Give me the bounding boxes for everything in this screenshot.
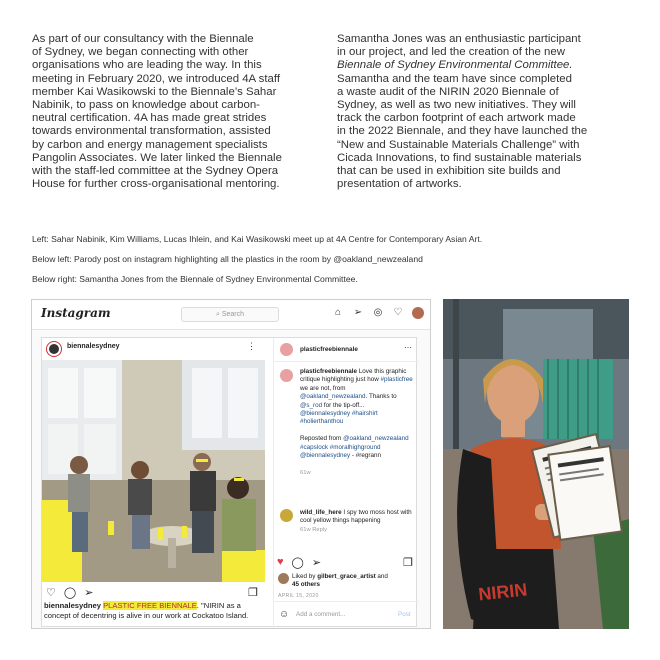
meeting-photo-illustration [42,360,265,582]
post-actions [46,586,93,599]
text-line: in the 2022 Biennale, and they have launched the [337,125,588,138]
text-line: House for further cross-organisational mentoring. [32,178,280,191]
likes-text: Liked by [292,573,316,580]
explore-icon[interactable]: ◎ [373,307,383,318]
comment-text: Love this graphic critique highlighting just how [300,368,407,384]
comment-text: - #regrann [351,452,381,460]
comment-meta: 61w [300,469,311,476]
text-line: Pangolin Associates. We later linked the Biennale [32,151,282,164]
text-line: As part of our consultancy with the Biennale [32,33,254,45]
likes-text: and [377,573,388,580]
text-line: presentation of artworks. [337,178,462,191]
instagram-top-bar [32,300,431,330]
mention-link[interactable]: @biennalesydney [300,452,351,460]
comment [300,368,414,477]
hashtag-link[interactable]: #moralhighground [329,443,381,451]
add-comment-row [274,601,419,627]
share-icon[interactable]: ➢ [84,587,94,599]
avatar[interactable] [280,369,293,382]
bookmark-icon[interactable]: ❐ [248,587,258,599]
text-line: Sydney, as well as two new initiatives. They will [337,99,576,112]
text-line: meeting in February 2020, we introduced 4A staff [32,72,281,85]
comment-text: I spy two moss host with cool yellow things happening [300,509,412,525]
hashtag-link[interactable]: #holierthanthou [300,418,344,426]
avatar[interactable] [47,342,61,356]
comment-text: for the tip-off... [323,401,365,409]
liked-heart-icon[interactable]: ♥ [277,556,284,568]
instagram-post [41,337,417,627]
more-options-icon[interactable]: ⋮ [247,341,256,351]
comment-text: . Thanks to [365,393,397,401]
text-line: Cicada Innovations, to find sustainable materials [337,151,582,164]
hashtag-link[interactable]: #hairshirt [351,410,378,418]
hashtag-link[interactable]: #plasticfree [380,376,413,384]
comments-header [274,338,419,362]
comment-icon[interactable]: ◯ [63,587,77,599]
committee-name-line: Biennale of Sydney Environmental Committee. [337,59,573,72]
direct-message-icon[interactable]: ➢ [353,307,363,318]
avatar [278,573,289,584]
top-nav [332,307,424,319]
hashtag-link[interactable]: #capslock [300,443,329,451]
caption-left: Left: Sahar Nabinik, Kim Williams, Lucas Ihlein, and Kai Wasikowski meet up at 4A Centre for Contemporary Asian Art. [32,234,483,244]
photo-captions [32,233,632,293]
more-options-icon[interactable]: ⋯ [404,343,412,352]
mention-link[interactable]: @oakland_newzealand [343,435,409,443]
meeting-photo [42,360,265,582]
text-line: “New and Sustainable Materials Challenge” with [337,138,580,151]
samantha-photo [443,299,629,629]
comment-input[interactable]: Add a comment... [296,611,346,618]
caption-highlight: PLASTIC FREE BIENNALE [103,601,197,610]
comments-panel [273,338,418,628]
profile-avatar[interactable] [412,307,424,319]
likes-username[interactable]: gilbert_grace_artist [317,573,376,580]
heart-icon[interactable]: ♡ [393,307,403,318]
avatar[interactable] [280,343,293,356]
comment-text: we are not, from [300,384,346,392]
text-line: towards environmental transformation, assisted [32,125,271,138]
comment-username[interactable]: plasticfreebiennale [300,368,358,375]
emoji-icon[interactable]: ☺ [279,609,290,620]
mention-link[interactable]: @oakland_newzealand [300,393,366,401]
share-icon[interactable]: ➢ [311,557,322,569]
post-header [42,338,265,360]
post-username[interactable]: biennalesydney [67,343,120,350]
text-line: Samantha Jones was an enthusiastic participant [337,33,581,45]
text-line: neutral certification. 4A has made great strides [32,112,267,125]
comment-icon[interactable]: ◯ [291,557,304,569]
left-paragraph [32,33,324,191]
likes-count[interactable]: 45 others [292,581,320,588]
avatar[interactable] [280,509,293,522]
caption-text-line2: concept of decentring is alive in our work at Cockatoo Island. [44,610,249,620]
post-caption [44,601,264,620]
side-actions [277,556,321,569]
text-line: Samantha and the team have since completed [337,72,572,85]
search-input[interactable]: ⌕ Search [181,307,279,322]
text-line: track the carbon footprint of each artwork made [337,112,576,125]
comment-meta: 61w Reply [300,526,328,533]
svg-text:NIRIN: NIRIN [477,579,529,605]
home-icon[interactable]: ⌂ [334,307,342,318]
instagram-screenshot [31,299,431,629]
text-line: of Sydney, we began connecting with other [32,46,249,59]
bookmark-icon[interactable]: ❐ [403,557,413,569]
caption-username[interactable]: biennalesydney [44,601,101,610]
instagram-logo: Instagram [41,306,111,320]
likes-summary [292,573,388,589]
samantha-photo-illustration [443,299,629,629]
mention-link[interactable]: @s_rod [300,401,323,409]
comment [300,509,414,534]
post-date: APRIL 15, 2020 [278,593,319,599]
caption-below-left: Below left: Parody post on instagram highlighting all the plastics in the room by @oakland_newzealand [32,254,423,264]
text-line: a waste audit of the NIRIN 2020 Biennale of [337,85,559,98]
text-line: Nabinik, to pass on knowledge about carbon- [32,99,260,112]
text-line: with the staff-led committee at the Sydney Opera [32,165,279,178]
post-comment-button[interactable]: Post [398,611,411,618]
right-paragraph [337,33,629,191]
like-icon[interactable]: ♡ [46,587,56,599]
text-line: in our project, and led the creation of the new [337,46,565,59]
caption-text: . "NIRIN as a [196,601,241,610]
text-line: that can be used in exhibition site builds and [337,165,561,178]
text-line: organisations who are leading the way. In this [32,59,262,72]
mention-link[interactable]: @biennalesydney [300,410,351,418]
comment-text: Reposted from [300,435,342,443]
comment-username[interactable]: wild_life_here [300,509,342,516]
text-line: member Kai Wasikowski to the Biennale’s Sahar [32,85,277,98]
caption-below-right: Below right: Samantha Jones from the Biennale of Sydney Environmental Committee. [32,274,358,284]
text-line: by carbon and energy management specialists [32,138,268,151]
side-username[interactable]: plasticfreebiennale [300,346,358,353]
